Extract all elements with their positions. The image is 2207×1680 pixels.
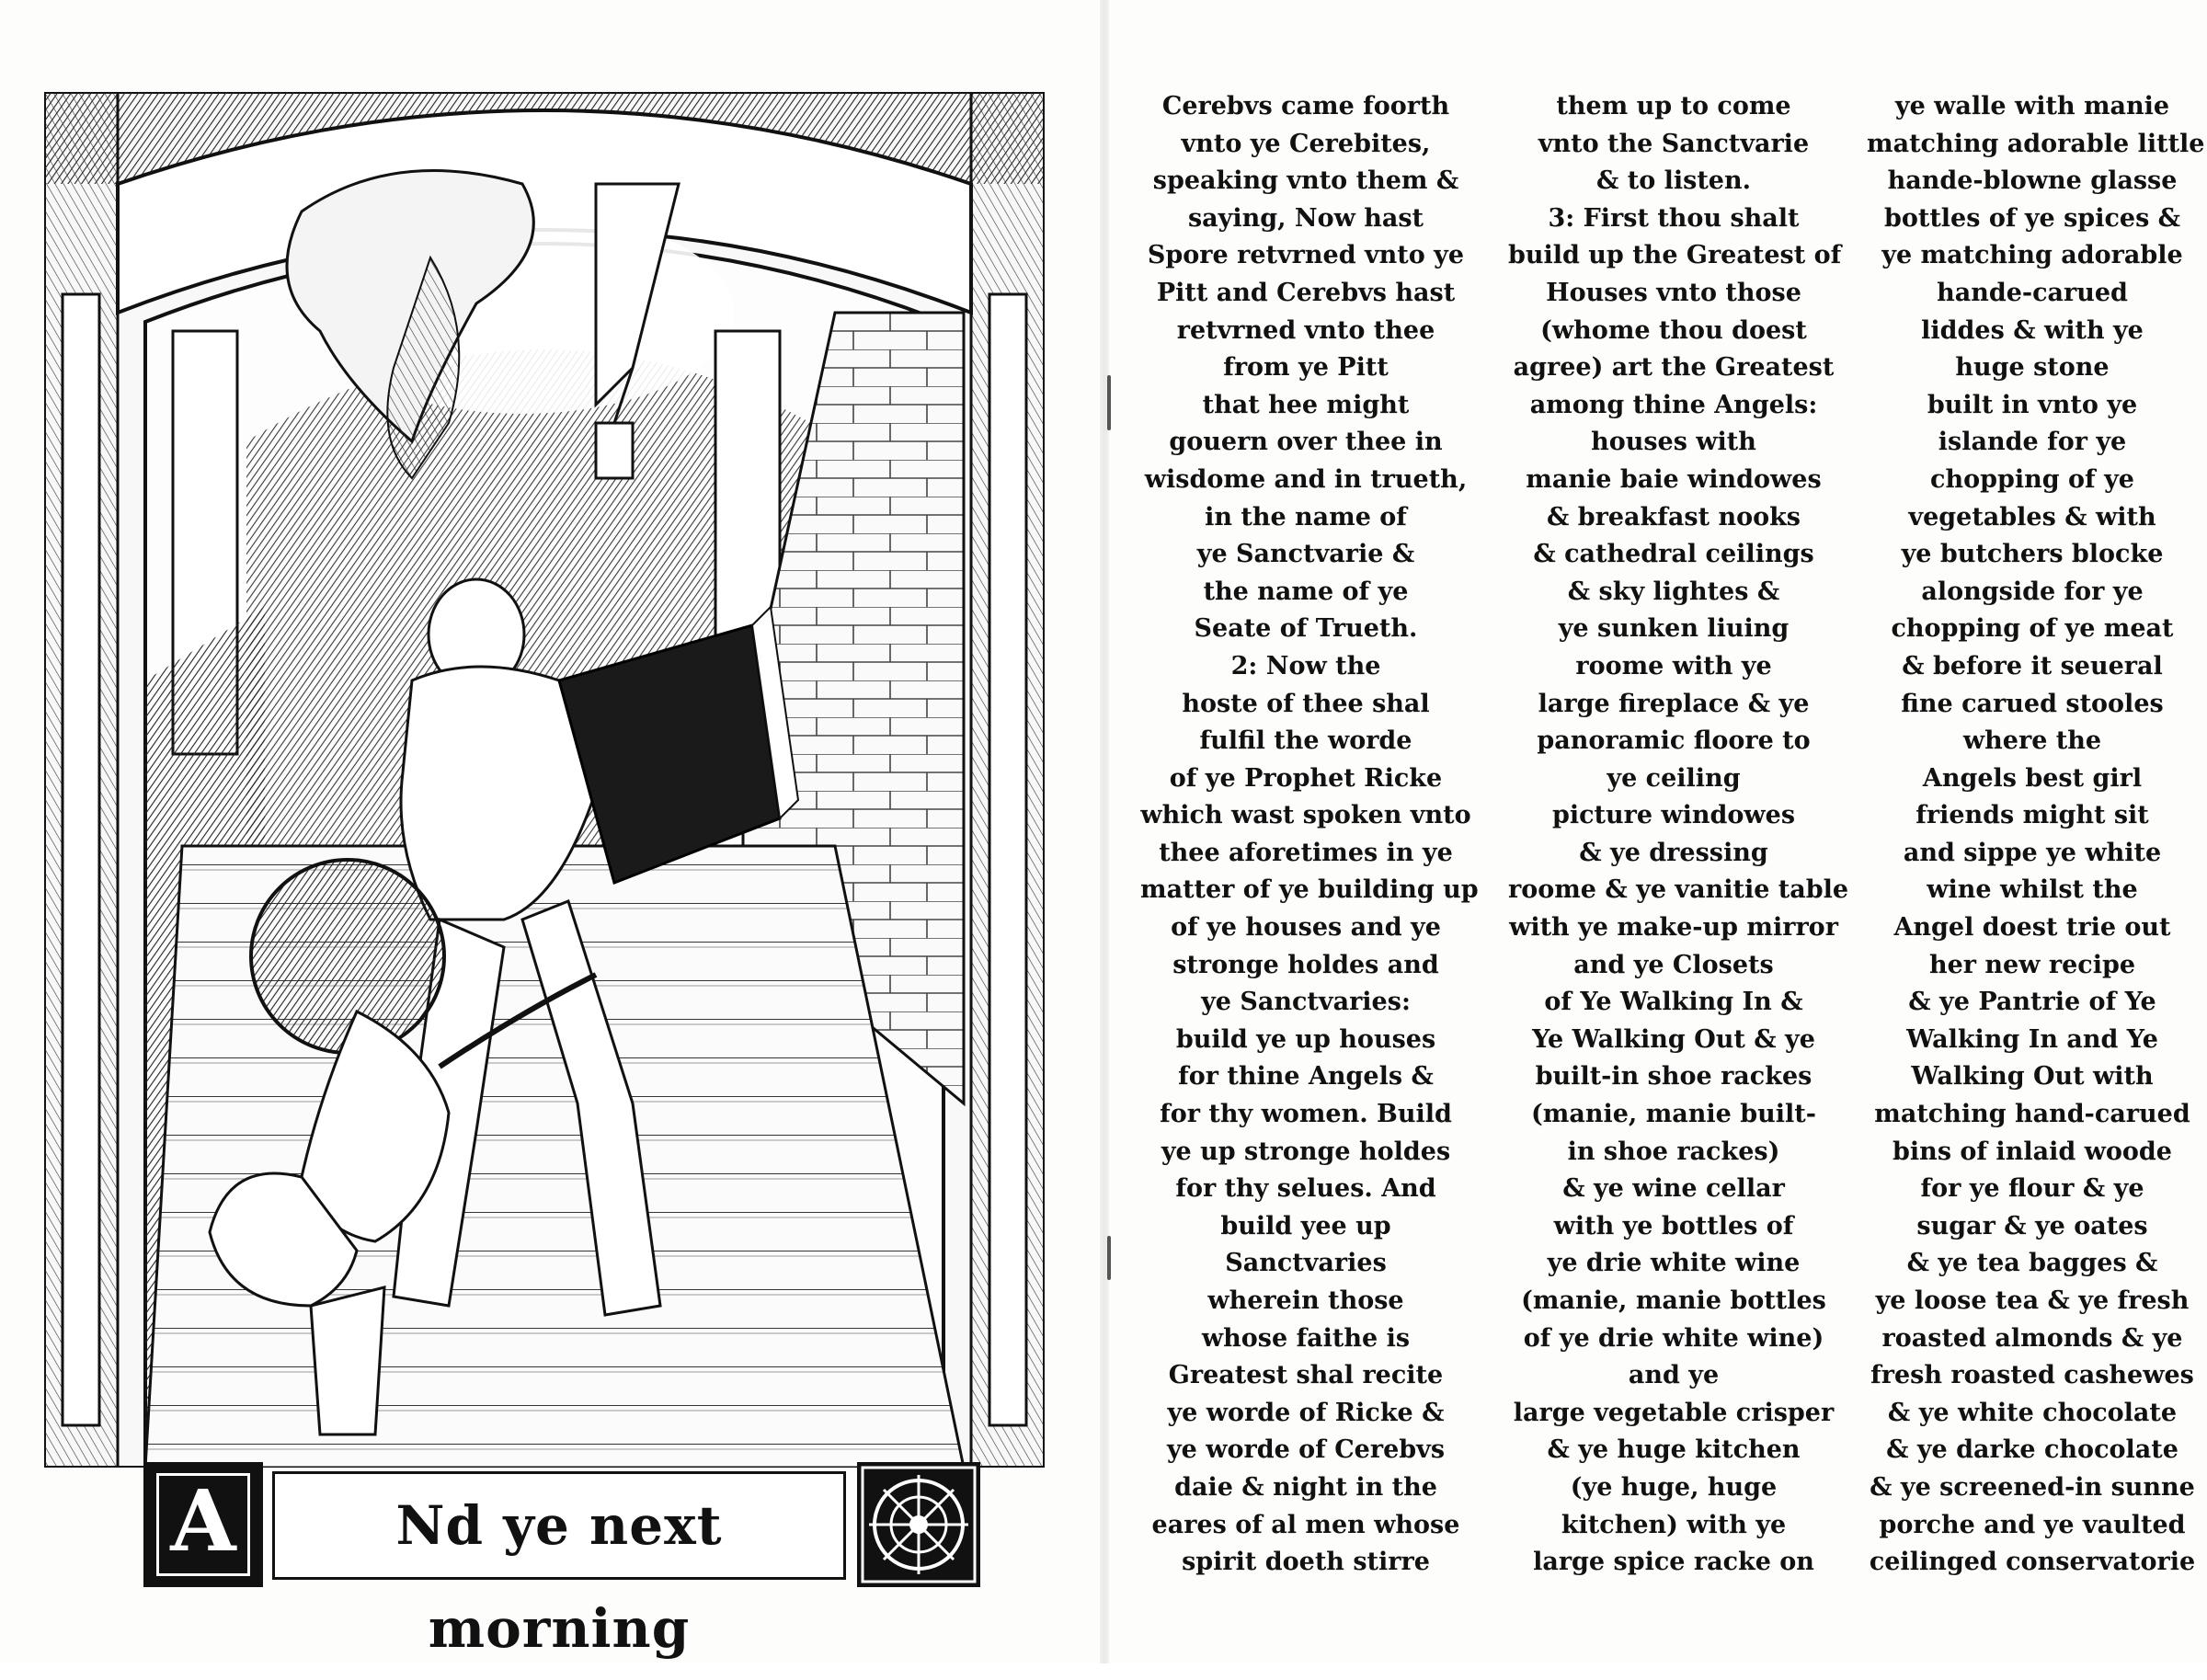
- illustration-artwork: [44, 92, 1045, 1468]
- text-line: & ye wine cellar: [1562, 1174, 1785, 1204]
- text-line: built in vnto ye: [1927, 390, 2138, 419]
- text-line: large fireplace & ye: [1538, 689, 1810, 718]
- text-line: for thy women. Build: [1160, 1100, 1452, 1129]
- text-line: & sky lightes &: [1567, 577, 1780, 606]
- text-line: retvrned vnto thee: [1176, 315, 1435, 345]
- text-line: (manie, manie built-: [1531, 1100, 1816, 1129]
- text-line: build up the Greatest of: [1508, 241, 1842, 270]
- text-line: speaking vnto them &: [1152, 166, 1459, 196]
- text-line: (whome thou doest: [1540, 315, 1807, 345]
- text-line: ye loose tea & ye fresh: [1875, 1286, 2190, 1315]
- text-line: fresh roasted cashewes: [1870, 1361, 2194, 1390]
- text-line: (manie, manie bottles: [1521, 1286, 1826, 1315]
- text-line: sugar & ye oates: [1916, 1211, 2148, 1240]
- text-line: Walking In and Ye: [1906, 1024, 2158, 1054]
- text-line: houses with: [1591, 428, 1756, 457]
- text-line: & to listen.: [1595, 166, 1752, 196]
- text-line: roome & ye vanitie table: [1508, 875, 1849, 905]
- text-line: roasted almonds & ye: [1881, 1323, 2183, 1353]
- staple-top: [1107, 375, 1111, 430]
- text-line: which wast spoken vnto: [1140, 801, 1471, 830]
- text-line: liddes & with ye: [1921, 315, 2144, 345]
- text-line: & ye dressing: [1579, 838, 1768, 867]
- text-line: with ye bottles of: [1553, 1211, 1794, 1240]
- text-line: ye up stronge holdes: [1161, 1137, 1451, 1166]
- text-line: for thy selues. And: [1175, 1174, 1436, 1204]
- text-line: Walking Out with: [1911, 1062, 2154, 1091]
- text-line: hande-blowne glasse: [1887, 166, 2178, 196]
- text-line: of ye houses and ye: [1171, 913, 1441, 943]
- text-line: and sippe ye white: [1903, 838, 2162, 867]
- text-line: hande-carued: [1937, 278, 2128, 307]
- text-line: of Ye Walking In &: [1544, 988, 1803, 1017]
- text-line: alongside for ye: [1921, 577, 2144, 606]
- text-line: & ye white chocolate: [1887, 1398, 2178, 1427]
- text-line: ye ceiling: [1607, 763, 1741, 793]
- text-line: vegetables & with: [1908, 502, 2156, 531]
- text-line: her new recipe: [1928, 950, 2136, 979]
- scripture-text-columns: [1140, 88, 2205, 1596]
- text-line: (ye huge, huge: [1570, 1472, 1778, 1502]
- caption-banner: [143, 1462, 980, 1660]
- text-line: wisdome and in trueth,: [1144, 464, 1468, 494]
- text-line: stronge holdes and: [1172, 950, 1439, 979]
- text-line: of ye Prophet Ricke: [1169, 763, 1443, 793]
- text-line: and ye Closets: [1573, 950, 1774, 979]
- text-line: Spore retvrned vnto ye: [1147, 241, 1465, 270]
- text-line: hoste of thee shal: [1182, 689, 1430, 718]
- text-line: ye Sanctvaries:: [1201, 988, 1411, 1017]
- text-line: build yee up: [1220, 1211, 1391, 1240]
- text-line: Pitt and Cerebvs hast: [1156, 278, 1456, 307]
- text-line: kitchen) with ye: [1561, 1510, 1787, 1539]
- text-line: & ye screened-in sunne: [1870, 1472, 2195, 1502]
- text-line: wherein those: [1207, 1286, 1404, 1315]
- text-line: gouern over thee in: [1169, 428, 1443, 457]
- text-line: Houses vnto those: [1546, 278, 1801, 307]
- text-line: ye worde of Cerebvs: [1166, 1435, 1446, 1465]
- text-line: ye drie white wine: [1547, 1249, 1801, 1278]
- caption-text: Nd ye next morning: [395, 1494, 723, 1660]
- text-line: daie & night in the: [1174, 1472, 1437, 1502]
- text-line: & ye darke chocolate: [1886, 1435, 2178, 1465]
- text-line: large spice racke on: [1533, 1548, 1814, 1577]
- illuminated-initial: [143, 1462, 263, 1587]
- text-line: eares of al men whose: [1151, 1510, 1460, 1539]
- page-gutter: [1100, 0, 1109, 1663]
- text-line: bottles of ye spices &: [1883, 203, 2181, 233]
- text-line: & ye huge kitchen: [1547, 1435, 1801, 1465]
- text-line: friends might sit: [1915, 801, 2149, 830]
- text-line: wine whilst the: [1927, 875, 2138, 905]
- text-line: them up to come: [1556, 92, 1791, 120]
- text-line: Sanctvaries: [1225, 1249, 1387, 1278]
- text-line: 2: Now the: [1230, 651, 1381, 680]
- text-line: from ye Pitt: [1223, 353, 1389, 383]
- text-line: ye Sanctvarie &: [1196, 540, 1415, 569]
- text-line: islande for ye: [1938, 428, 2127, 457]
- text-line: that hee might: [1202, 390, 1410, 419]
- text-line: fulfil the worde: [1199, 726, 1412, 756]
- text-line: in the name of: [1205, 502, 1407, 531]
- text-line: ye walle with manie: [1894, 92, 2170, 120]
- text-line: Greatest shal recite: [1168, 1361, 1444, 1390]
- text-line: bins of inlaid woode: [1893, 1137, 2172, 1166]
- staple-bottom: [1107, 1236, 1111, 1280]
- text-line: and ye: [1628, 1361, 1720, 1390]
- text-line: vnto ye Cerebites,: [1181, 129, 1431, 158]
- text-line: whose faithe is: [1201, 1323, 1411, 1353]
- text-line: huge stone: [1955, 353, 2110, 383]
- text-line: ye sunken liuing: [1558, 614, 1790, 644]
- text-line: matter of ye building up: [1140, 875, 1479, 905]
- text-line: ceilinged conservatorie: [1869, 1548, 2196, 1577]
- text-column-1: [1140, 88, 1479, 1582]
- text-line: saying, Now hast: [1187, 203, 1424, 233]
- text-line: matching hand-carued: [1874, 1100, 2190, 1129]
- text-line: for thine Angels &: [1178, 1062, 1434, 1091]
- text-line: Cerebvs came foorth: [1161, 92, 1450, 120]
- stairway-illustration: [44, 92, 1045, 1468]
- text-line: panoramic floore to: [1537, 726, 1811, 756]
- text-line: vnto the Sanctvarie: [1538, 129, 1810, 158]
- text-line: spirit doeth stirre: [1182, 1548, 1430, 1577]
- text-line: & ye tea bagges &: [1906, 1249, 2158, 1278]
- text-line: for ye flour & ye: [1920, 1174, 2144, 1204]
- text-line: build ye up houses: [1175, 1024, 1436, 1054]
- text-line: chopping of ye meat: [1891, 614, 2174, 644]
- text-line: ye butchers blocke: [1901, 540, 2164, 569]
- text-line: matching adorable little: [1867, 129, 2205, 158]
- text-line: large vegetable crisper: [1513, 1398, 1835, 1427]
- text-line: ye matching adorable: [1881, 241, 2183, 270]
- text-line: manie baie windowes: [1526, 464, 1822, 494]
- text-line: roome with ye: [1575, 651, 1772, 680]
- text-line: & breakfast nooks: [1547, 502, 1801, 531]
- text-line: fine carued stooles: [1901, 689, 2164, 718]
- text-line: & ye Pantrie of Ye: [1908, 988, 2156, 1017]
- text-line: picture windowes: [1551, 801, 1796, 830]
- text-line: 3: First thou shalt: [1548, 203, 1800, 233]
- text-line: among thine Angels:: [1529, 390, 1818, 419]
- text-column-2: [1508, 88, 1849, 1582]
- rosette-ornament-icon: [857, 1462, 980, 1587]
- text-line: & cathedral ceilings: [1533, 540, 1814, 569]
- text-line: Angel doest trie out: [1893, 913, 2171, 943]
- text-line: porche and ye vaulted: [1879, 1510, 2186, 1539]
- text-line: Angels best girl: [1922, 763, 2143, 793]
- text-line: the name of ye: [1203, 577, 1409, 606]
- text-line: agree) art the Greatest: [1513, 353, 1835, 383]
- text-line: where the: [1962, 726, 2102, 756]
- caption-text-box: [272, 1471, 846, 1660]
- text-line: of ye drie white wine): [1523, 1323, 1824, 1353]
- text-column-3: [1867, 88, 2205, 1582]
- text-line: built-in shoe rackes: [1535, 1062, 1812, 1091]
- text-line: thee aforetimes in ye: [1159, 838, 1453, 867]
- text-line: Seate of Trueth.: [1194, 614, 1418, 644]
- text-line: & before it seueral: [1902, 651, 2163, 680]
- text-line: chopping of ye: [1930, 464, 2134, 494]
- drop-cap-letter: A: [170, 1471, 236, 1571]
- text-line: in shoe rackes): [1567, 1137, 1780, 1166]
- text-line: with ye make-up mirror: [1509, 913, 1838, 943]
- text-line: ye worde of Ricke &: [1167, 1398, 1445, 1427]
- text-line: Ye Walking Out & ye: [1532, 1024, 1815, 1054]
